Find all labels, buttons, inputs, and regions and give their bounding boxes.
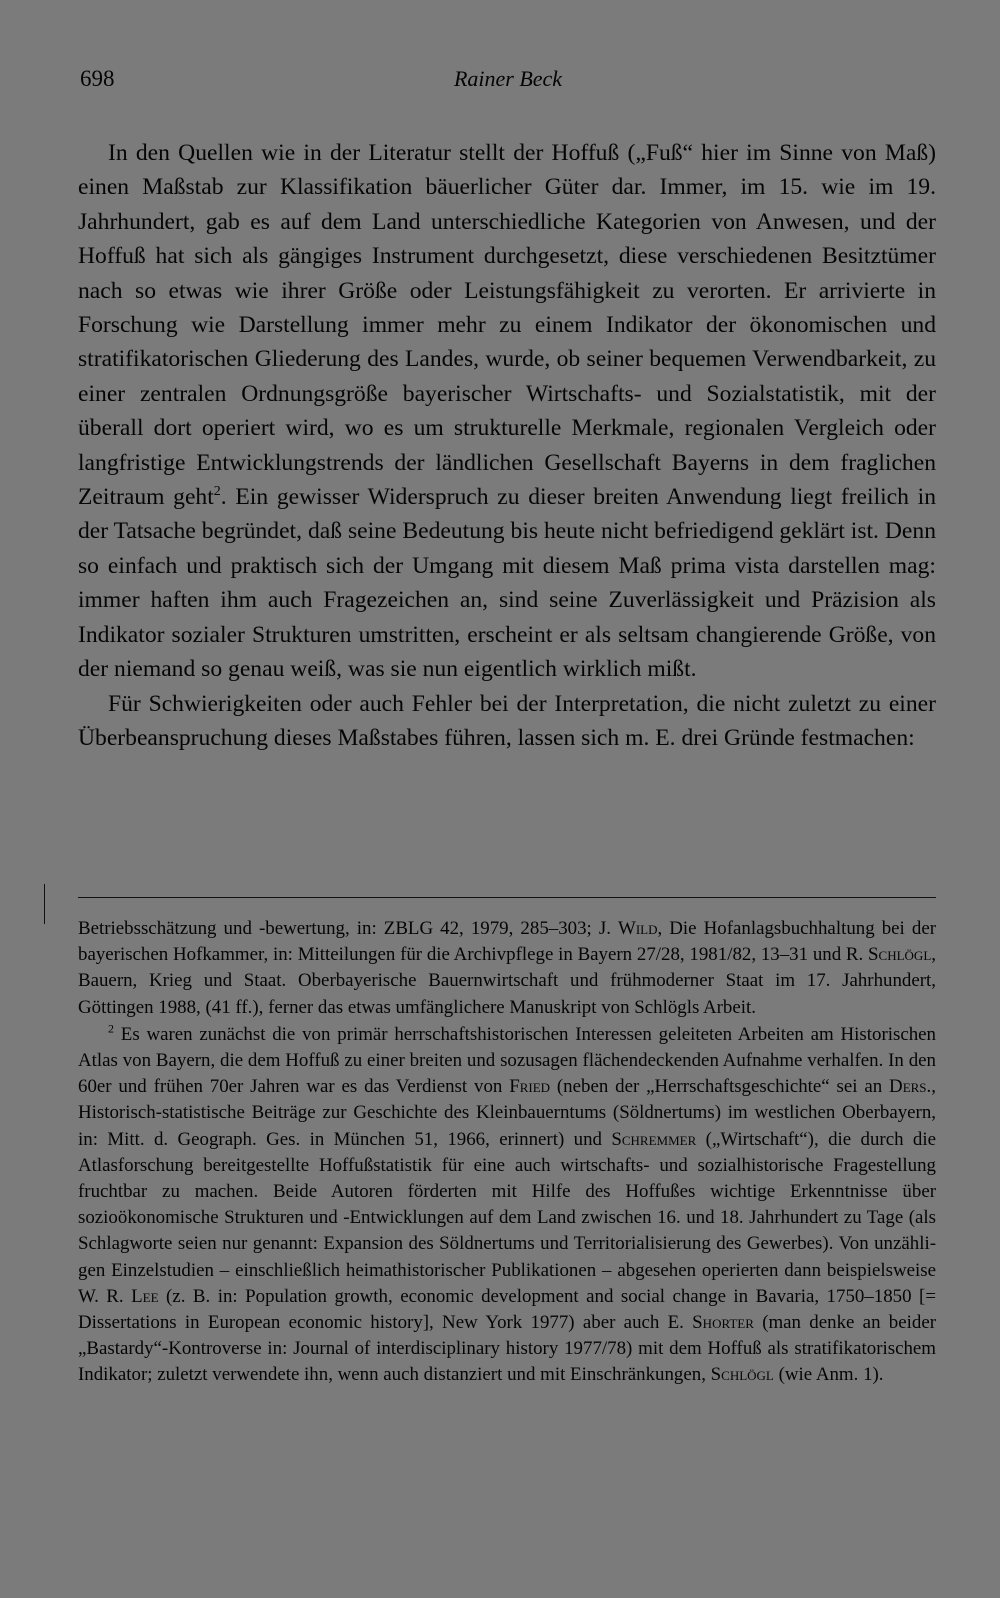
fn2-text-f: (man denke an beider „Bastardy“-Kontroverse in: Journal of interdisciplinary history 1977/78) mit dem Hoffuß als stratifikatorischem Indikator; zuletzt verwendete ihn, wenn auch distanziert und mit Einschränkungen, bbox=[78, 1312, 936, 1386]
running-head-author: Rainer Beck bbox=[453, 66, 563, 91]
paragraph-1-text-a: In den Quellen wie in der Literatur stellt der Hoffuß („Fuß“ hier im Sinne von Maß) einen Maßstab zur Klassifikation bäuerlicher Güter dar. Immer, im 15. wie im 19. Jahrhundert, gab es auf dem Land unterschiedliche Kategorien von Anwesen, und der Hoffuß hat sich als gängiges Instrument durchgesetzt, diese verschiedenen Besitztümer nach so etwas wie ihrer Größe oder Leistungsfähigkeit zu verorten. Er arrivierte in Forschung wie Darstellung immer mehr zu einem Indikator der ökonomischen und stratifikatorischen Gliederung des Landes, wurde, ob seiner bequemen Verwendbarkeit, zu einer zentralen Ordnungsgröße bayerischer Wirtschafts- und Sozialstatistik, mit der überall dort operiert wird, wo es um strukturelle Merkmale, regionalen Vergleich oder langfristige Entwicklungstrends der ländlichen Gesellschaft Bayerns in dem fraglichen Zeitraum geht bbox=[78, 140, 936, 511]
fn2-author-schremmer: Schremmer bbox=[611, 1128, 697, 1150]
main-text bbox=[78, 136, 936, 755]
fn2-text-g: (wie Anm. 1). bbox=[773, 1364, 884, 1386]
footnote-2 bbox=[78, 1022, 936, 1389]
page-number: 698 bbox=[80, 66, 115, 91]
footnote-1-continued bbox=[78, 916, 936, 1021]
footnote-rule bbox=[78, 897, 936, 898]
paragraph-1-text-b: . Ein gewisser Widerspruch zu dieser breiten Anwendung liegt freilich in der Tatsache begründet, daß seine Bedeutung bis heute nicht befriedigend geklärt ist. Denn so einfach und praktisch sich der Umgang mit diesem Maß prima vista darstellen mag: immer haften ihm auch Fragezeichen an, sind seine Zuverlässigkeit und Präzision als Indikator sozialer Strukturen umstritten, erscheint er als seltsam changierende Größe, von der niemand so genau weiß, was sie nun eigentlich wirklich mißt. bbox=[78, 484, 936, 683]
fn2-text-a: Es waren zunächst die von primär herrschaftshistorischen Interessen geleiteten Arbeiten am Historischen Atlas von Bayern, die dem Hoffuß zu einer breiten und sozusagen flächendeckenden Aufnahme verhalfen. In den 60er und frühen 70er Jahren war es das Verdienst von bbox=[78, 1023, 936, 1098]
fn1-text-a: Betriebsschätzung und -bewertung, in: ZBLG 42, 1979, 285–303; J. bbox=[78, 918, 618, 939]
footnote-ref-2: 2 bbox=[213, 484, 221, 500]
paragraph-1 bbox=[78, 136, 936, 687]
fn2-text-e: (z. B. in: Population growth, economic development and social change in Bavaria, 1750–1850 [= Dissertations in European economic history], New York 1977) aber auch E. bbox=[78, 1285, 936, 1334]
fn2-text-d: („Wirtschaft“), die durch die Atlasforschung bereitgestellte Hoffußstatistik für eine auch wirtschafts- und sozialhistorische Fragestellung fruchtbar zu machen. Beide Autoren förderten mit Hilfe des Hoffußes wichtige Erkenntnisse über sozioökonomische Strukturen und -Entwicklungen auf dem Land zwischen 16. und 18. Jahrhundert zu Tage (als Schlagworte seien nur genannt: Expansion des Söldnertums und Territorialisierung des Gewerbes). Von unzähligen Einzelstudien – einschließlich heimathistorischer Publikationen – abgesehen operierten dann beispielsweise W. R. bbox=[78, 1128, 936, 1307]
fn2-author-schloegl: Schlögl bbox=[710, 1364, 774, 1386]
fn2-text-c: , Historisch-statistische Beiträge zur Geschichte des Kleinbauerntums (Söldnertums) im westlichen Oberbayern, in: Mitt. d. Geograph. Ges. in München 51, 1966, erinnert) und bbox=[78, 1076, 936, 1150]
footnote-2-number: 2 bbox=[108, 1021, 114, 1036]
fn1-author-schloegl: Schlögl bbox=[868, 944, 932, 966]
fn1-text-b: , Die Hofanlagsbuchhaltung bei der bayerischen Hofkammer, in: Mitteilungen für die Archivpflege in Bayern 27/28, 1981/82, 13–31 und R. bbox=[78, 918, 936, 966]
fn2-author-shorter: Shorter bbox=[692, 1312, 754, 1334]
fn2-author-lee: Lee bbox=[131, 1285, 159, 1307]
margin-mark bbox=[44, 884, 45, 924]
fn2-text-b: (neben der „Herrschaftsgeschichte“ sei an bbox=[550, 1076, 890, 1098]
footnotes bbox=[78, 916, 936, 1389]
page-header bbox=[80, 66, 936, 106]
fn2-author-ders: Ders. bbox=[889, 1076, 932, 1098]
fn1-text-c: , Bauern, Krieg und Staat. Oberbayerische Bauernwirtschaft und frühmoderner Staat im 17. Jahrhundert, Göttingen 1988, (41 ff.), ferner das etwas umfänglichere Manuskript von Schlögls Arbeit. bbox=[78, 944, 936, 1018]
fn2-author-fried: Fried bbox=[509, 1076, 551, 1098]
fn1-author-wild: Wild bbox=[618, 918, 658, 939]
paragraph-2: Für Schwierigkeiten oder auch Fehler bei der Interpretation, die nicht zuletzt zu einer Überbeanspruchung dieses Maßstabes führen, lassen sich m. E. drei Gründe festmachen: bbox=[78, 690, 936, 751]
